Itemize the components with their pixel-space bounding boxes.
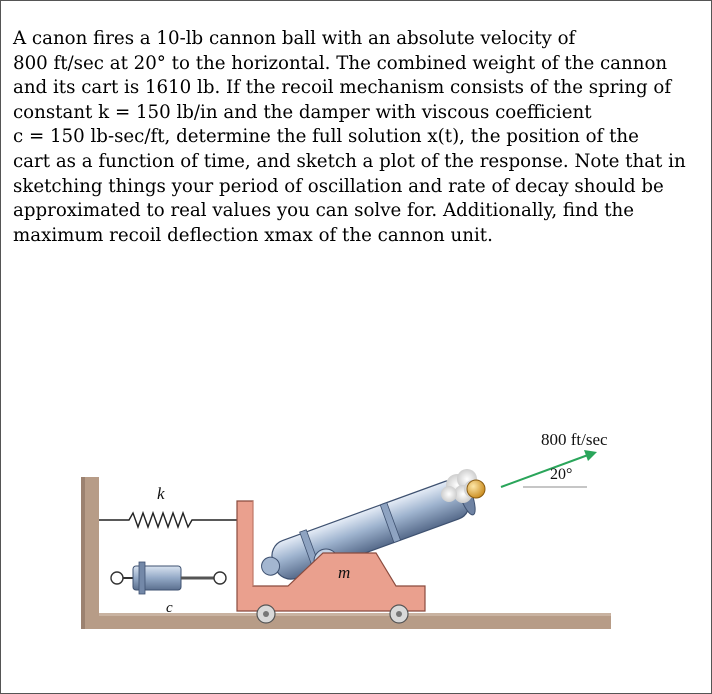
problem-line: approximated to real values you can solve for. Additionally, find the [13,200,634,222]
problem-line: sketching things your period of oscillation and rate of decay should be [13,175,664,197]
cannon-ball [467,480,485,498]
problem-line: constant k = 150 lb/in and the damper with viscous coefficient [13,101,592,123]
problem-line: maximum recoil deflection xmax of the cannon unit. [13,224,493,246]
damper-label: c [166,600,173,616]
angle-label: 20° [550,466,573,483]
spring [99,513,237,527]
spring-label: k [157,484,165,503]
problem-line: 800 ft/sec at 20° to the horizontal. The combined weight of the cannon [13,52,668,74]
wall [81,477,99,629]
ground [97,613,611,629]
damper [111,562,226,594]
problem-line: A canon fires a 10-lb cannon ball with an absolute velocity of [13,28,576,49]
cannon-recoil-diagram [1,1,711,693]
mass-label: m [338,563,351,582]
velocity-arrow [501,450,597,487]
problem-line: cart as a function of time, and sketch a plot of the response. Note that in [13,150,686,172]
problem-line: c = 150 lb-sec/ft, determine the full solution x(t), the position of the [13,126,639,148]
velocity-label: 800 ft/sec [541,430,608,449]
problem-line: and its cart is 1610 lb. If the recoil mechanism consists of the spring of [13,77,672,99]
